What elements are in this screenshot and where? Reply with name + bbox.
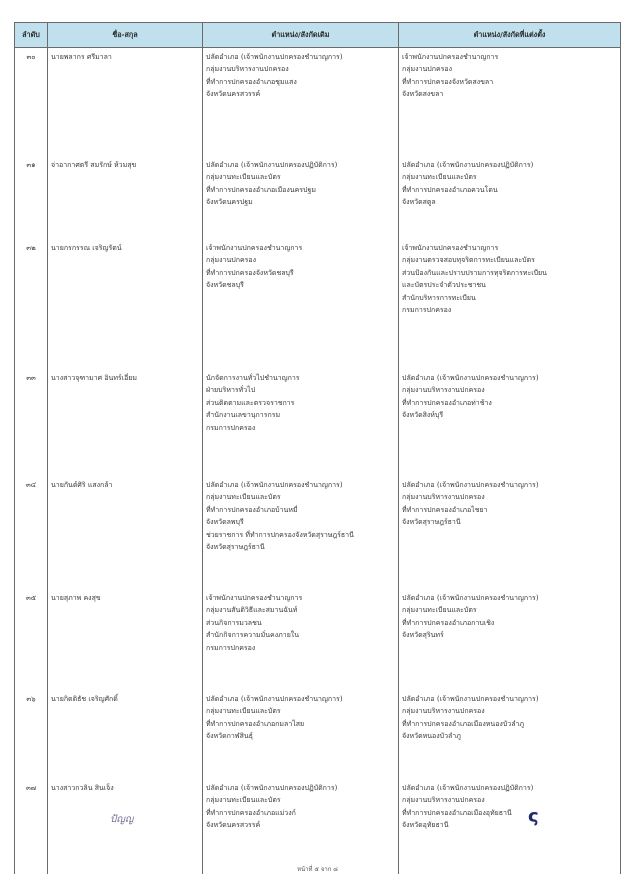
previous-position-line: ที่ทำการปกครองจังหวัดชลบุรี: [206, 268, 294, 277]
previous-position-line: ที่ทำการปกครองอำเภอกมลาไสย: [206, 719, 305, 728]
new-position-line: เจ้าพนักงานปกครองชำนาญการ: [402, 53, 499, 61]
new-position-line: จังหวัดสตูล: [402, 198, 436, 207]
row-number: ๓๐: [15, 48, 48, 157]
new-position-line: ที่ทำการปกครองอำเภอเมืองหนองบัวลำภู: [402, 719, 525, 728]
previous-position-cell: [203, 589, 399, 690]
new-position-line: กลุ่มงานทะเบียนและบัตร: [402, 606, 477, 615]
previous-position-line: กลุ่มงานบริหารงานปกครอง: [206, 65, 289, 74]
previous-position-line: กลุ่มงานทะเบียนและบัตร: [206, 796, 281, 805]
header-no: ลำดับ: [15, 23, 48, 48]
new-position-line: ที่ทำการปกครองอำเภอท่าช้าง: [402, 398, 492, 407]
new-position-line: เจ้าพนักงานปกครองชำนาญการ: [402, 244, 499, 252]
new-position-line: ส่วนป้องกันและปราบปรามการทุจริตการทะเบียน: [402, 268, 547, 277]
person-name: นายกรกรรณ เจริญรัตน์: [48, 239, 203, 369]
new-position-line: กรมการปกครอง: [402, 306, 452, 315]
appointment-table: [14, 22, 621, 874]
previous-position-line: ส่วนกิจการมวลชน: [206, 618, 262, 627]
previous-position-cell: [203, 476, 399, 589]
new-position-line: ที่ทำการปกครองอำเภอเมืองอุทัยธานี: [402, 808, 512, 817]
row-number: ๓๒: [15, 239, 48, 369]
previous-position-line: ฝ่ายบริหารทั่วไป: [206, 386, 256, 395]
new-position-cell: [399, 239, 621, 369]
person-name: นายพลากร ศรีมาลา: [48, 48, 203, 157]
person-name: นายกันต์ศิริ แสงกล้า: [48, 476, 203, 589]
previous-position-line: กลุ่มงานทะเบียนและบัตร: [206, 173, 281, 182]
previous-position-line: จังหวัดนครปฐม: [206, 198, 253, 207]
table-row: [15, 690, 621, 779]
new-position-line: กลุ่มงานบริหารงานปกครอง: [402, 493, 485, 502]
table-row: [15, 476, 621, 589]
person-name: นายสุภาพ คงสุข: [48, 589, 203, 690]
new-position-line: จังหวัดสงขลา: [402, 90, 444, 99]
previous-position-line: ที่ทำการปกครองอำเภอบ้านหมี่: [206, 505, 298, 514]
new-position-line: จังหวัดหนองบัวลำภู: [402, 732, 461, 741]
new-position-line: จังหวัดอุทัยธานี: [402, 821, 449, 830]
new-position-line: ปลัดอำเภอ (เจ้าพนักงานปกครองชำนาญการ): [402, 374, 539, 382]
row-number: ๓๔: [15, 476, 48, 589]
previous-position-line: กรมการปกครอง: [206, 423, 256, 432]
previous-position-line: เจ้าพนักงานปกครองชำนาญการ: [206, 244, 303, 252]
person-name: นางสาวจุฑามาศ อินทร์เอี่ยม: [48, 369, 203, 476]
previous-position-line: กลุ่มงานปกครอง: [206, 256, 257, 265]
previous-position-line: จังหวัดชลบุรี: [206, 281, 244, 290]
new-position-line: สำนักบริหารการทะเบียน: [402, 293, 476, 302]
previous-position-line: กลุ่มงานทะเบียนและบัตร: [206, 493, 281, 502]
new-position-line: ปลัดอำเภอ (เจ้าพนักงานปกครองชำนาญการ): [402, 594, 539, 602]
previous-position-line: ปลัดอำเภอ (เจ้าพนักงานปกครองปฏิบัติการ): [206, 161, 338, 169]
new-position-line: และบัตรประจำตัวประชาชน: [402, 281, 486, 290]
previous-position-line: จังหวัดกาฬสินธุ์: [206, 732, 253, 741]
table-row: [15, 589, 621, 690]
header-previous-position: ตำแหน่ง/สังกัดเดิม: [203, 23, 399, 48]
table-header-row: [15, 23, 621, 48]
previous-position-line: จังหวัดนครสวรรค์: [206, 821, 261, 830]
previous-position-line: ปลัดอำเภอ (เจ้าพนักงานปกครองชำนาญการ): [206, 53, 343, 61]
table-row: [15, 369, 621, 476]
new-position-line: กลุ่มงานบริหารงานปกครอง: [402, 707, 485, 716]
row-number: ๓๖: [15, 690, 48, 779]
previous-position-line: จังหวัดสุราษฎร์ธานี: [206, 543, 265, 552]
previous-position-cell: [203, 779, 399, 874]
previous-position-line: นักจัดการงานทั่วไปชำนาญการ: [206, 374, 300, 382]
new-position-line: ปลัดอำเภอ (เจ้าพนักงานปกครองชำนาญการ): [402, 481, 539, 489]
new-position-cell: [399, 779, 621, 874]
previous-position-line: ที่ทำการปกครองอำเภอชุมแสง: [206, 77, 297, 86]
previous-position-cell: [203, 369, 399, 476]
person-name: นางสาวกวลิน สินเจ็ง: [48, 779, 203, 874]
new-position-line: ที่ทำการปกครองจังหวัดสงขลา: [402, 77, 494, 86]
new-position-line: จังหวัดสุรินทร์: [402, 631, 444, 640]
previous-position-line: ที่ทำการปกครองอำเภอแม่วงก์: [206, 808, 296, 817]
previous-position-cell: [203, 48, 399, 157]
new-position-line: ปลัดอำเภอ (เจ้าพนักงานปกครองชำนาญการ): [402, 695, 539, 703]
new-position-line: กลุ่มงานตรวจสอบทุจริตการทะเบียนและบัตร: [402, 256, 535, 265]
previous-position-line: สำนักกิจการความมั่นคงภายใน: [206, 631, 300, 640]
new-position-cell: [399, 476, 621, 589]
table-row: [15, 48, 621, 157]
new-position-cell: [399, 369, 621, 476]
previous-position-cell: [203, 156, 399, 239]
previous-position-line: เจ้าพนักงานปกครองชำนาญการ: [206, 594, 303, 602]
new-position-cell: [399, 690, 621, 779]
new-position-line: ปลัดอำเภอ (เจ้าพนักงานปกครองปฏิบัติการ): [402, 784, 534, 792]
page-number: หน้าที่ ๕ จาก ๘: [297, 866, 338, 873]
previous-position-cell: [203, 239, 399, 369]
new-position-cell: [399, 589, 621, 690]
new-position-cell: [399, 156, 621, 239]
previous-position-line: กลุ่มงานสันติวิธีและสมานฉันท์: [206, 606, 298, 615]
previous-position-line: ปลัดอำเภอ (เจ้าพนักงานปกครองชำนาญการ): [206, 481, 343, 489]
row-number: ๓๕: [15, 589, 48, 690]
new-position-line: ที่ทำการปกครองอำเภอควนโดน: [402, 185, 498, 194]
person-name: จ่าอากาศตรี สมรักษ์ ห้วมสุข: [48, 156, 203, 239]
header-name: ชื่อ-สกุล: [48, 23, 203, 48]
previous-position-line: สำนักงานเลขานุการกรม: [206, 411, 281, 420]
previous-position-line: ส่วนติดตามและตรวจราชการ: [206, 398, 295, 407]
new-position-line: กลุ่มงานบริหารงานปกครอง: [402, 386, 485, 395]
previous-position-line: จังหวัดลพบุรี: [206, 518, 244, 527]
row-number: ๓๑: [15, 156, 48, 239]
previous-position-line: ช่วยราชการ ที่ทำการปกครองจังหวัดสุราษฎร์ธานี: [206, 530, 354, 539]
person-name: นายกิตติธัช เจริญศักดิ์: [48, 690, 203, 779]
new-position-cell: [399, 48, 621, 157]
new-position-line: ที่ทำการปกครองอำเภอไชยา: [402, 505, 488, 514]
row-number: ๓๗: [15, 779, 48, 874]
previous-position-line: ที่ทำการปกครองอำเภอเมืองนครปฐม: [206, 185, 316, 194]
new-position-line: กลุ่มงานบริหารงานปกครอง: [402, 796, 485, 805]
new-position-line: จังหวัดสุราษฎร์ธานี: [402, 518, 461, 527]
table-row: [15, 239, 621, 369]
table-row: [15, 156, 621, 239]
signature-right: ς: [528, 806, 539, 827]
new-position-line: กลุ่มงานทะเบียนและบัตร: [402, 173, 477, 182]
previous-position-cell: [203, 690, 399, 779]
row-number: ๓๓: [15, 369, 48, 476]
new-position-line: ที่ทำการปกครองอำเภอกาบเชิง: [402, 618, 495, 627]
header-new-position: ตำแหน่ง/สังกัดที่แต่งตั้ง: [399, 23, 621, 48]
previous-position-line: ปลัดอำเภอ (เจ้าพนักงานปกครองชำนาญการ): [206, 695, 343, 703]
new-position-line: ปลัดอำเภอ (เจ้าพนักงานปกครองปฏิบัติการ): [402, 161, 534, 169]
signature-left: ปัญญ: [110, 814, 134, 825]
new-position-line: จังหวัดสิงห์บุรี: [402, 411, 444, 420]
previous-position-line: กรมการปกครอง: [206, 643, 256, 652]
previous-position-line: กลุ่มงานทะเบียนและบัตร: [206, 707, 281, 716]
new-position-line: กลุ่มงานปกครอง: [402, 65, 453, 74]
previous-position-line: จังหวัดนครสวรรค์: [206, 90, 261, 99]
previous-position-line: ปลัดอำเภอ (เจ้าพนักงานปกครองปฏิบัติการ): [206, 784, 338, 792]
